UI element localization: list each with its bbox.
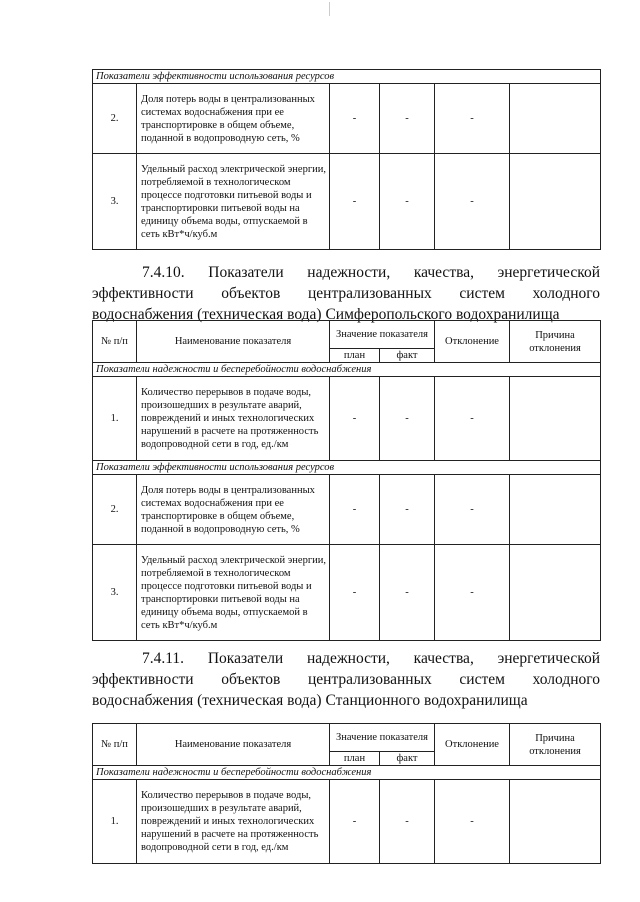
deviation-value: - (435, 154, 510, 250)
indicator-name: Удельный расход электрической энергии, потребляемой в технологическом процессе подготовки питьевой воды и транспортировки питьевой воды на единицу объема воды, отпускаемой в сеть кВт*ч/куб.м (137, 154, 330, 250)
reason-value (510, 154, 601, 250)
fact-value: - (380, 545, 435, 641)
row-number: 3. (93, 154, 137, 250)
fact-value: - (380, 154, 435, 250)
section-heading-7-4-10: 7.4.10. Показатели надежности, качества, энергетической эффективности объектов централизованных систем холодного водоснабжения (техническая вода) Симферопольского водохранилища (92, 264, 600, 323)
reason-value (510, 780, 601, 864)
section-label: Показатели надежности и бесперебойности водоснабжения (93, 363, 601, 377)
section-label: Показатели надежности и бесперебойности водоснабжения (93, 766, 601, 780)
header-num: № п/п (93, 321, 137, 363)
fact-value: - (380, 780, 435, 864)
section-row (93, 461, 601, 475)
fact-value: - (380, 84, 435, 154)
table-row (93, 84, 601, 154)
indicator-name: Количество перерывов в подаче воды, произошедших в результате аварий, повреждений и иных технологических нарушений в расчете на протяженность водопроводной сети в год, ед./км (137, 377, 330, 461)
header-num: № п/п (93, 724, 137, 766)
header-reason: Причина отклонения (510, 321, 601, 363)
section-row (93, 766, 601, 780)
deviation-value: - (435, 780, 510, 864)
section-label: Показатели эффективности использования ресурсов (93, 70, 601, 84)
table-row (93, 545, 601, 641)
row-number: 1. (93, 780, 137, 864)
table-row (93, 377, 601, 461)
plan-value: - (330, 545, 380, 641)
plan-value: - (330, 475, 380, 545)
section-row (93, 363, 601, 377)
header-reason: Причина отклонения (510, 724, 601, 766)
deviation-value: - (435, 377, 510, 461)
reason-value (510, 377, 601, 461)
header-value: Значение показателя (330, 321, 435, 349)
deviation-value: - (435, 545, 510, 641)
header-fact: факт (380, 349, 435, 363)
indicator-name: Количество перерывов в подаче воды, произошедших в результате аварий, повреждений и иных технологических нарушений в расчете на протяженность водопроводной сети в год, ед./км (137, 780, 330, 864)
indicator-name: Доля потерь воды в централизованных системах водоснабжения при ее транспортировке в общем объеме, поданной в водопроводную сеть, % (137, 475, 330, 545)
plan-value: - (330, 84, 380, 154)
row-number: 1. (93, 377, 137, 461)
reason-value (510, 475, 601, 545)
indicator-name: Доля потерь воды в централизованных системах водоснабжения при ее транспортировке в общем объеме, поданной в водопроводную сеть, % (137, 84, 330, 154)
table-row (93, 780, 601, 864)
table-row (93, 154, 601, 250)
reason-value (510, 84, 601, 154)
row-number: 2. (93, 475, 137, 545)
table-continuation (92, 69, 601, 250)
deviation-value: - (435, 475, 510, 545)
section-label: Показатели эффективности использования ресурсов (93, 461, 601, 475)
fact-value: - (380, 475, 435, 545)
plan-value: - (330, 377, 380, 461)
header-deviation: Отклонение (435, 724, 510, 766)
section-row (93, 70, 601, 84)
section-heading-7-4-11: 7.4.11. Показатели надежности, качества, энергетической эффективности объектов централизованных систем холодного водоснабжения (техническая вода) Станционного водохранилища (92, 650, 600, 709)
indicator-name: Удельный расход электрической энергии, потребляемой в технологическом процессе подготовки питьевой воды и транспортировки питьевой воды на единицу объема воды, отпускаемой в сеть кВт*ч/куб.м (137, 545, 330, 641)
deviation-value: - (435, 84, 510, 154)
table-simferopol (92, 320, 601, 641)
header-plan: план (330, 349, 380, 363)
page-edge-mark (329, 2, 330, 16)
row-number: 2. (93, 84, 137, 154)
header-name: Наименование показателя (137, 321, 330, 363)
header-row (93, 724, 601, 752)
header-name: Наименование показателя (137, 724, 330, 766)
header-fact: факт (380, 752, 435, 766)
header-plan: план (330, 752, 380, 766)
header-deviation: Отклонение (435, 321, 510, 363)
header-value: Значение показателя (330, 724, 435, 752)
header-row (93, 321, 601, 349)
table-row (93, 475, 601, 545)
plan-value: - (330, 780, 380, 864)
row-number: 3. (93, 545, 137, 641)
reason-value (510, 545, 601, 641)
fact-value: - (380, 377, 435, 461)
table-stantsionnoe (92, 723, 601, 864)
plan-value: - (330, 154, 380, 250)
